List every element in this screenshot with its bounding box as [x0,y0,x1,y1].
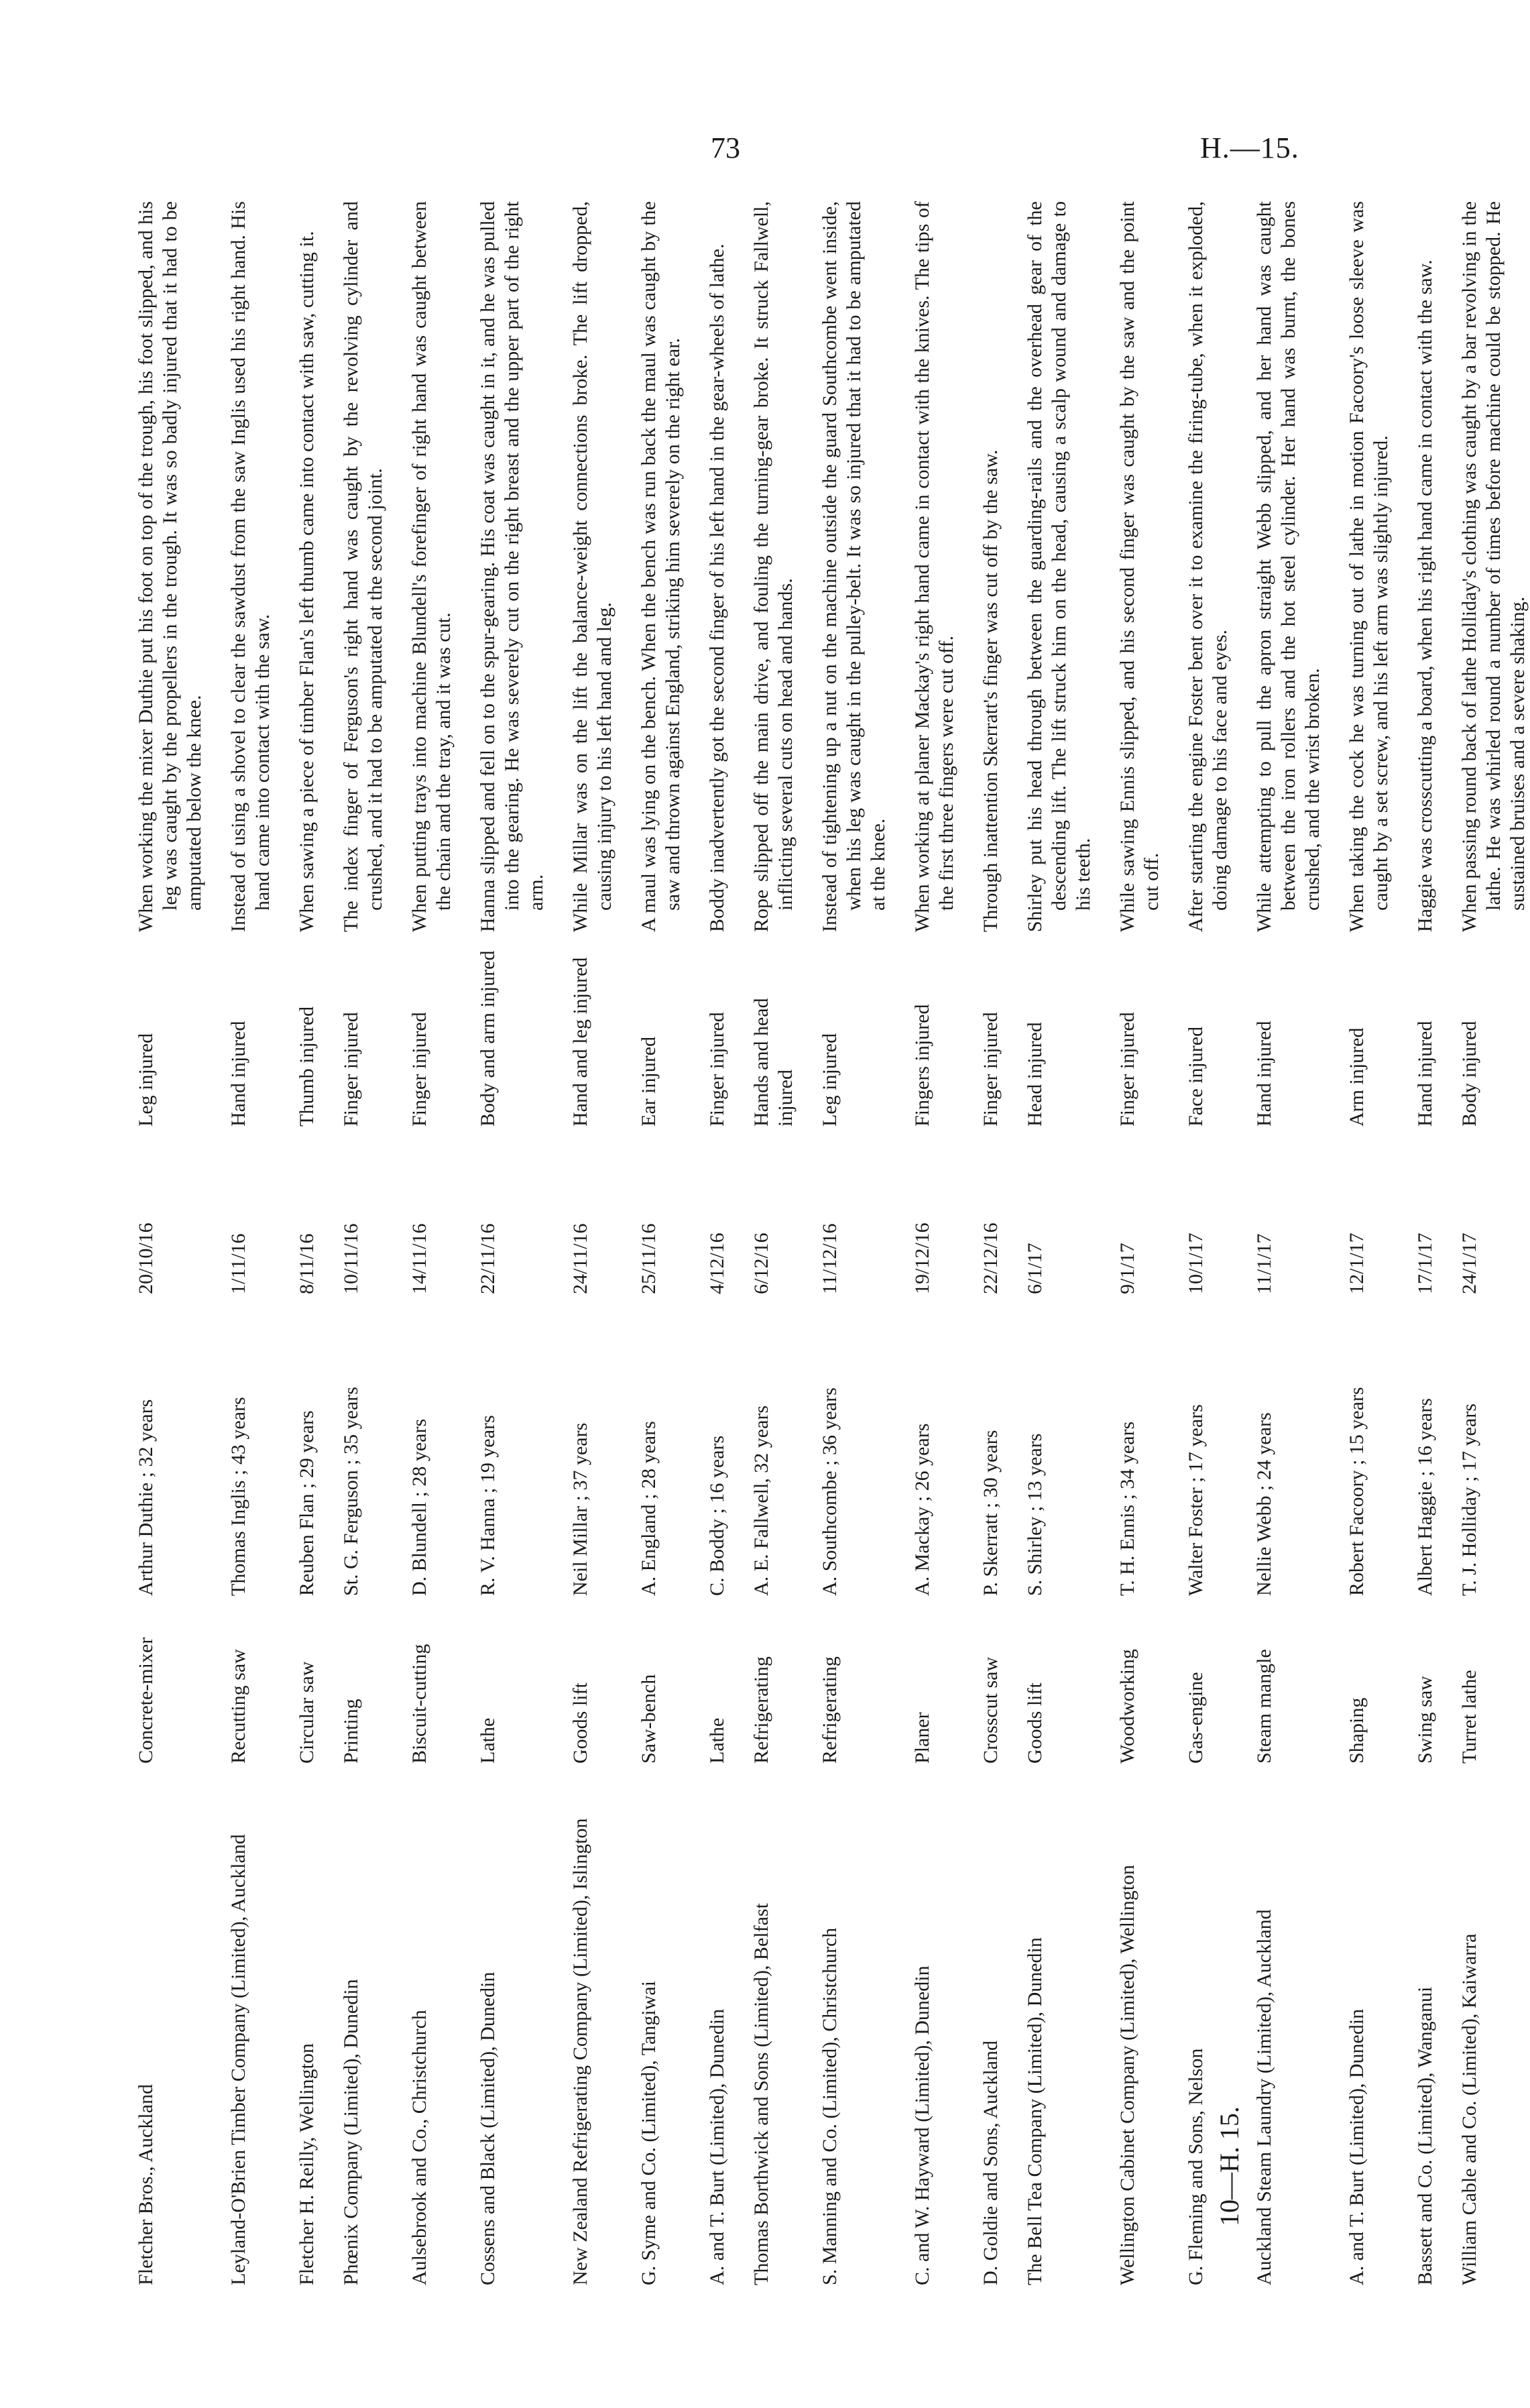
table-row [339,201,388,2285]
injury-cell: Thumb injured [296,1006,318,1127]
machine-cell: Goods lift [569,1682,591,1764]
date-cell: 19/12/16 [911,1222,933,1294]
employer-cell: Auckland Steam Laundry (Limited), Auckland [1253,1909,1275,2285]
injury-cell: Arm injured [1346,1027,1368,1127]
injury-cell: Face injured [1185,1026,1207,1127]
injury-cell: Body and arm injured [477,950,499,1127]
table-row [750,201,798,2285]
person-cell: Robert Facoory ; 15 years [1346,1387,1368,1596]
rotated-table-page [134,201,1529,2285]
description-cell: When putting trays into machine Blundell's forefinger of right hand was caught between the chain and the tray, and it was cut. [408,201,455,932]
machine-cell: Circular saw [296,1661,318,1764]
machine-cell: Shaping [1346,1697,1368,1764]
date-cell: 8/11/16 [296,1233,318,1294]
table-row [295,201,319,2285]
description-cell: Through inattention Skerratt's finger was cut off by the saw. [980,449,1002,932]
employer-cell: Thomas Borthwick and Sons (Limited), Belfast [750,1903,772,2285]
employer-cell: William Cable and Co. (Limited), Kaiwarra [1458,1933,1480,2285]
injury-cell: Leg injured [819,1033,841,1127]
table-row [1116,201,1164,2285]
person-cell: Reuben Flan ; 29 years [296,1410,318,1596]
machine-cell: Woodworking [1116,1649,1138,1764]
accident-table [134,201,1530,2285]
person-cell: A. Mackay ; 26 years [911,1423,933,1596]
employer-cell: G. Syme and Co. (Limited), Tangiwai [638,1981,660,2285]
table-row [1413,201,1437,2285]
injury-cell: Hand and leg injured [569,957,591,1127]
description-cell: Instead of tightening up a nut on the machine outside the guard Southcombe went inside, when his leg was caught in the pulley-belt. It was so injured that it had to be amputated at the knee. [819,201,889,932]
employer-cell: New Zealand Refrigerating Company (Limited), Islington [569,1818,591,2285]
table-row [979,201,1003,2285]
employer-cell: Bassett and Co. (Limited), Wanganui [1414,1986,1436,2285]
date-cell: 25/11/16 [638,1223,660,1294]
date-cell: 6/12/16 [750,1232,772,1294]
injury-cell: Leg injured [135,1033,157,1127]
person-cell: P. Skerratt ; 30 years [980,1430,1002,1596]
description-cell: A maul was lying on the bench. When the bench was run back the maul was caught by the saw and thrown against England, striking him severely on the right ear. [638,201,684,932]
description-cell: When working at planer Mackay's right hand came in contact with the knives. The tips of the first three fingers were cut off. [911,201,957,932]
person-cell: A. E. Fallwell, 32 years [750,1405,772,1596]
table-row [134,201,207,2285]
employer-cell: G. Fleming and Sons, Nelson [1185,2048,1207,2285]
person-cell: Albert Haggie ; 16 years [1414,1398,1436,1596]
employer-cell: C. and W. Hayward (Limited), Dunedin [911,1965,933,2285]
date-cell: 10/11/16 [340,1223,362,1294]
machine-cell: Refrigerating [750,1656,772,1764]
date-cell: 24/1/17 [1458,1232,1480,1294]
person-cell: T. H. Ennis ; 34 years [1116,1421,1138,1596]
person-cell: Nellie Webb ; 24 years [1253,1412,1275,1596]
machine-cell: Goods lift [1024,1682,1046,1764]
person-cell: Walter Foster ; 17 years [1185,1404,1207,1596]
description-cell: Boddy inadvertently got the second finger of his left hand in the gear-wheels of lathe. [706,243,728,932]
employer-cell: Wellington Cabinet Company (Limited), Wellington [1116,1864,1138,2285]
description-cell: While attempting to pull the apron straight Webb slipped, and her hand was caught between the iron rollers and the hot steel cylinder. Her hand was burnt, the bones crushed, and the wrist broken. [1253,201,1323,932]
person-cell: D. Blundell ; 28 years [408,1418,430,1596]
machine-cell: Lathe [477,1717,499,1764]
person-cell: C. Boddy ; 16 years [706,1435,728,1596]
description-cell: Rope slipped off the main drive, and fouling the turning-gear broke. It struck Fallwell, inflicting several cuts on head and hands. [750,201,797,932]
date-cell: 22/12/16 [980,1222,1002,1294]
injury-cell: Hand injured [1253,1021,1275,1127]
date-cell: 9/1/17 [1116,1243,1138,1294]
employer-cell: Cossens and Black (Limited), Dunedin [477,1971,499,2285]
employer-cell: Leyland-O'Brien Timber Company (Limited), Auckland [227,1834,249,2285]
employer-cell: D. Goldie and Sons, Auckland [980,2041,1002,2285]
machine-cell: Recutting saw [227,1649,249,1764]
document-code: H.—15. [1200,131,1299,164]
date-cell: 14/11/16 [408,1223,430,1294]
person-cell: T. J. Holliday ; 17 years [1458,1403,1480,1596]
employer-cell: S. Manning and Co. (Limited), Christchurch [819,1927,841,2285]
employer-cell: A. and T. Burt (Limited), Dunedin [1346,2008,1368,2285]
injury-cell: Head injured [1024,1022,1046,1127]
date-cell: 12/1/17 [1346,1232,1368,1294]
table-row [569,201,617,2285]
table-row [910,201,959,2285]
injury-cell: Finger injured [1116,1012,1138,1127]
table-row [476,201,548,2285]
table-row [705,201,729,2285]
injury-cell: Finger injured [408,1012,430,1127]
description-cell: Shirley put his head through between the guarding-rails and the overhead gear of the descending lift. The lift struck him on the head, causing a scalp wound and damage to his teeth. [1024,201,1094,932]
injury-cell: Hand injured [1414,1021,1436,1127]
injury-cell: Hand injured [227,1021,249,1127]
date-cell: 20/10/16 [135,1222,157,1294]
machine-cell: Biscuit-cutting [408,1644,430,1764]
injury-cell: Finger injured [706,1012,728,1127]
injury-cell: Fingers injured [911,1004,933,1127]
machine-cell: Crosscut saw [980,1656,1002,1764]
date-cell: 22/11/16 [477,1223,499,1294]
date-cell: 11/1/17 [1253,1233,1275,1294]
machine-cell: Lathe [706,1717,728,1764]
employer-cell: Fletcher H. Reilly, Wellington [296,2043,318,2285]
machine-cell: Planer [911,1712,933,1764]
date-cell: 24/11/16 [569,1223,591,1294]
table-row [1184,201,1232,2285]
person-cell: St. G. Ferguson ; 35 years [340,1387,362,1596]
description-cell: When passing round back of lathe Holliday's clothing was caught by a bar revolving in the lathe. He was whirled round a number of times before machine could be stopped. He sustained bruises and a severe shaking. [1458,201,1529,932]
date-cell: 10/1/17 [1185,1232,1207,1294]
injury-cell: Hands and head injured [750,998,797,1127]
signature-mark: 10—H. 15. [1214,2106,1244,2226]
injury-cell: Ear injured [638,1036,660,1127]
date-cell: 1/11/16 [227,1233,249,1294]
description-cell: The index finger of Ferguson's right hand was caught by the revolving cylinder and crushed, and it had to be amputated at the second joint. [340,201,386,932]
machine-cell: Printing [340,1699,362,1764]
machine-cell: Steam mangle [1253,1649,1275,1764]
person-cell: S. Shirley ; 13 years [1024,1433,1046,1596]
injury-cell: Finger injured [340,1012,362,1127]
table-row [637,201,685,2285]
person-cell: R. V. Hanna ; 19 years [477,1415,499,1596]
description-cell: Haggie was crosscutting a board, when his right hand came in contact with the saw. [1414,260,1436,932]
person-cell: A. Southcombe ; 36 years [819,1387,841,1596]
employer-cell: Aulsebrook and Co., Christchurch [408,2010,430,2285]
injury-cell: Finger injured [980,1012,1002,1127]
person-cell: A. England ; 28 years [638,1421,660,1596]
description-cell: When taking the cock he was turning out of lathe in motion Facoory's loose sleeve was caught by a set screw, and his left arm was slightly injured. [1346,201,1392,932]
injury-cell: Body injured [1458,1021,1480,1127]
machine-cell: Refrigerating [819,1656,841,1764]
table-row [227,201,275,2285]
description-cell: When working the mixer Duthie put his foot on top of the trough, his foot slipped, and his leg was caught by the propellers in the trough. It was so badly injured that it had to be amputated below the knee. [135,201,205,932]
description-cell: When sawing a piece of timber Flan's left thumb came into contact with saw, cutting it. [296,231,318,932]
description-cell: While sawing Ennis slipped, and his second finger was caught by the saw and the point cut off. [1116,201,1163,932]
employer-cell: Phœnix Company (Limited), Dunedin [340,1979,362,2285]
table-row [1458,201,1530,2285]
machine-cell: Turret lathe [1458,1670,1480,1764]
description-cell: Hanna slipped and fell on to the spur-gearing. His coat was caught in it, and he was pulled into the gearing. He was severely cut on the right breast and the upper part of the right arm. [477,201,547,932]
table-row [1252,201,1325,2285]
person-cell: Arthur Duthie ; 32 years [135,1399,157,1596]
machine-cell: Concrete-mixer [135,1637,157,1764]
person-cell: Thomas Inglis ; 43 years [227,1397,249,1596]
description-cell: Instead of using a shovel to clear the sawdust from the saw Inglis used his right hand. His hand came into contact with the saw. [227,201,274,932]
description-cell: After starting the engine Foster bent over it to examine the firing-tube, when it exploded, doing damage to his face and eyes. [1185,201,1231,932]
date-cell: 11/12/16 [819,1223,841,1294]
date-cell: 4/12/16 [706,1232,728,1294]
date-cell: 17/1/17 [1414,1232,1436,1294]
table-row [1023,201,1096,2285]
machine-cell: Swing saw [1414,1676,1436,1764]
table-row [408,201,456,2285]
date-cell: 6/1/17 [1024,1243,1046,1294]
employer-cell: The Bell Tea Company (Limited), Dunedin [1024,1937,1046,2285]
machine-cell: Gas-engine [1185,1672,1207,1764]
employer-cell: A. and T. Burt (Limited), Dunedin [706,2008,728,2285]
table-row [1345,201,1393,2285]
employer-cell: Fletcher Bros., Auckland [135,2084,157,2285]
table-row [818,201,890,2285]
person-cell: Neil Millar ; 37 years [569,1422,591,1596]
page-number: 73 [711,131,740,164]
machine-cell: Saw-bench [638,1674,660,1764]
description-cell: While Millar was on the lift the balance-weight connections broke. The lift dropped, causing injury to his left hand and leg. [569,201,615,932]
